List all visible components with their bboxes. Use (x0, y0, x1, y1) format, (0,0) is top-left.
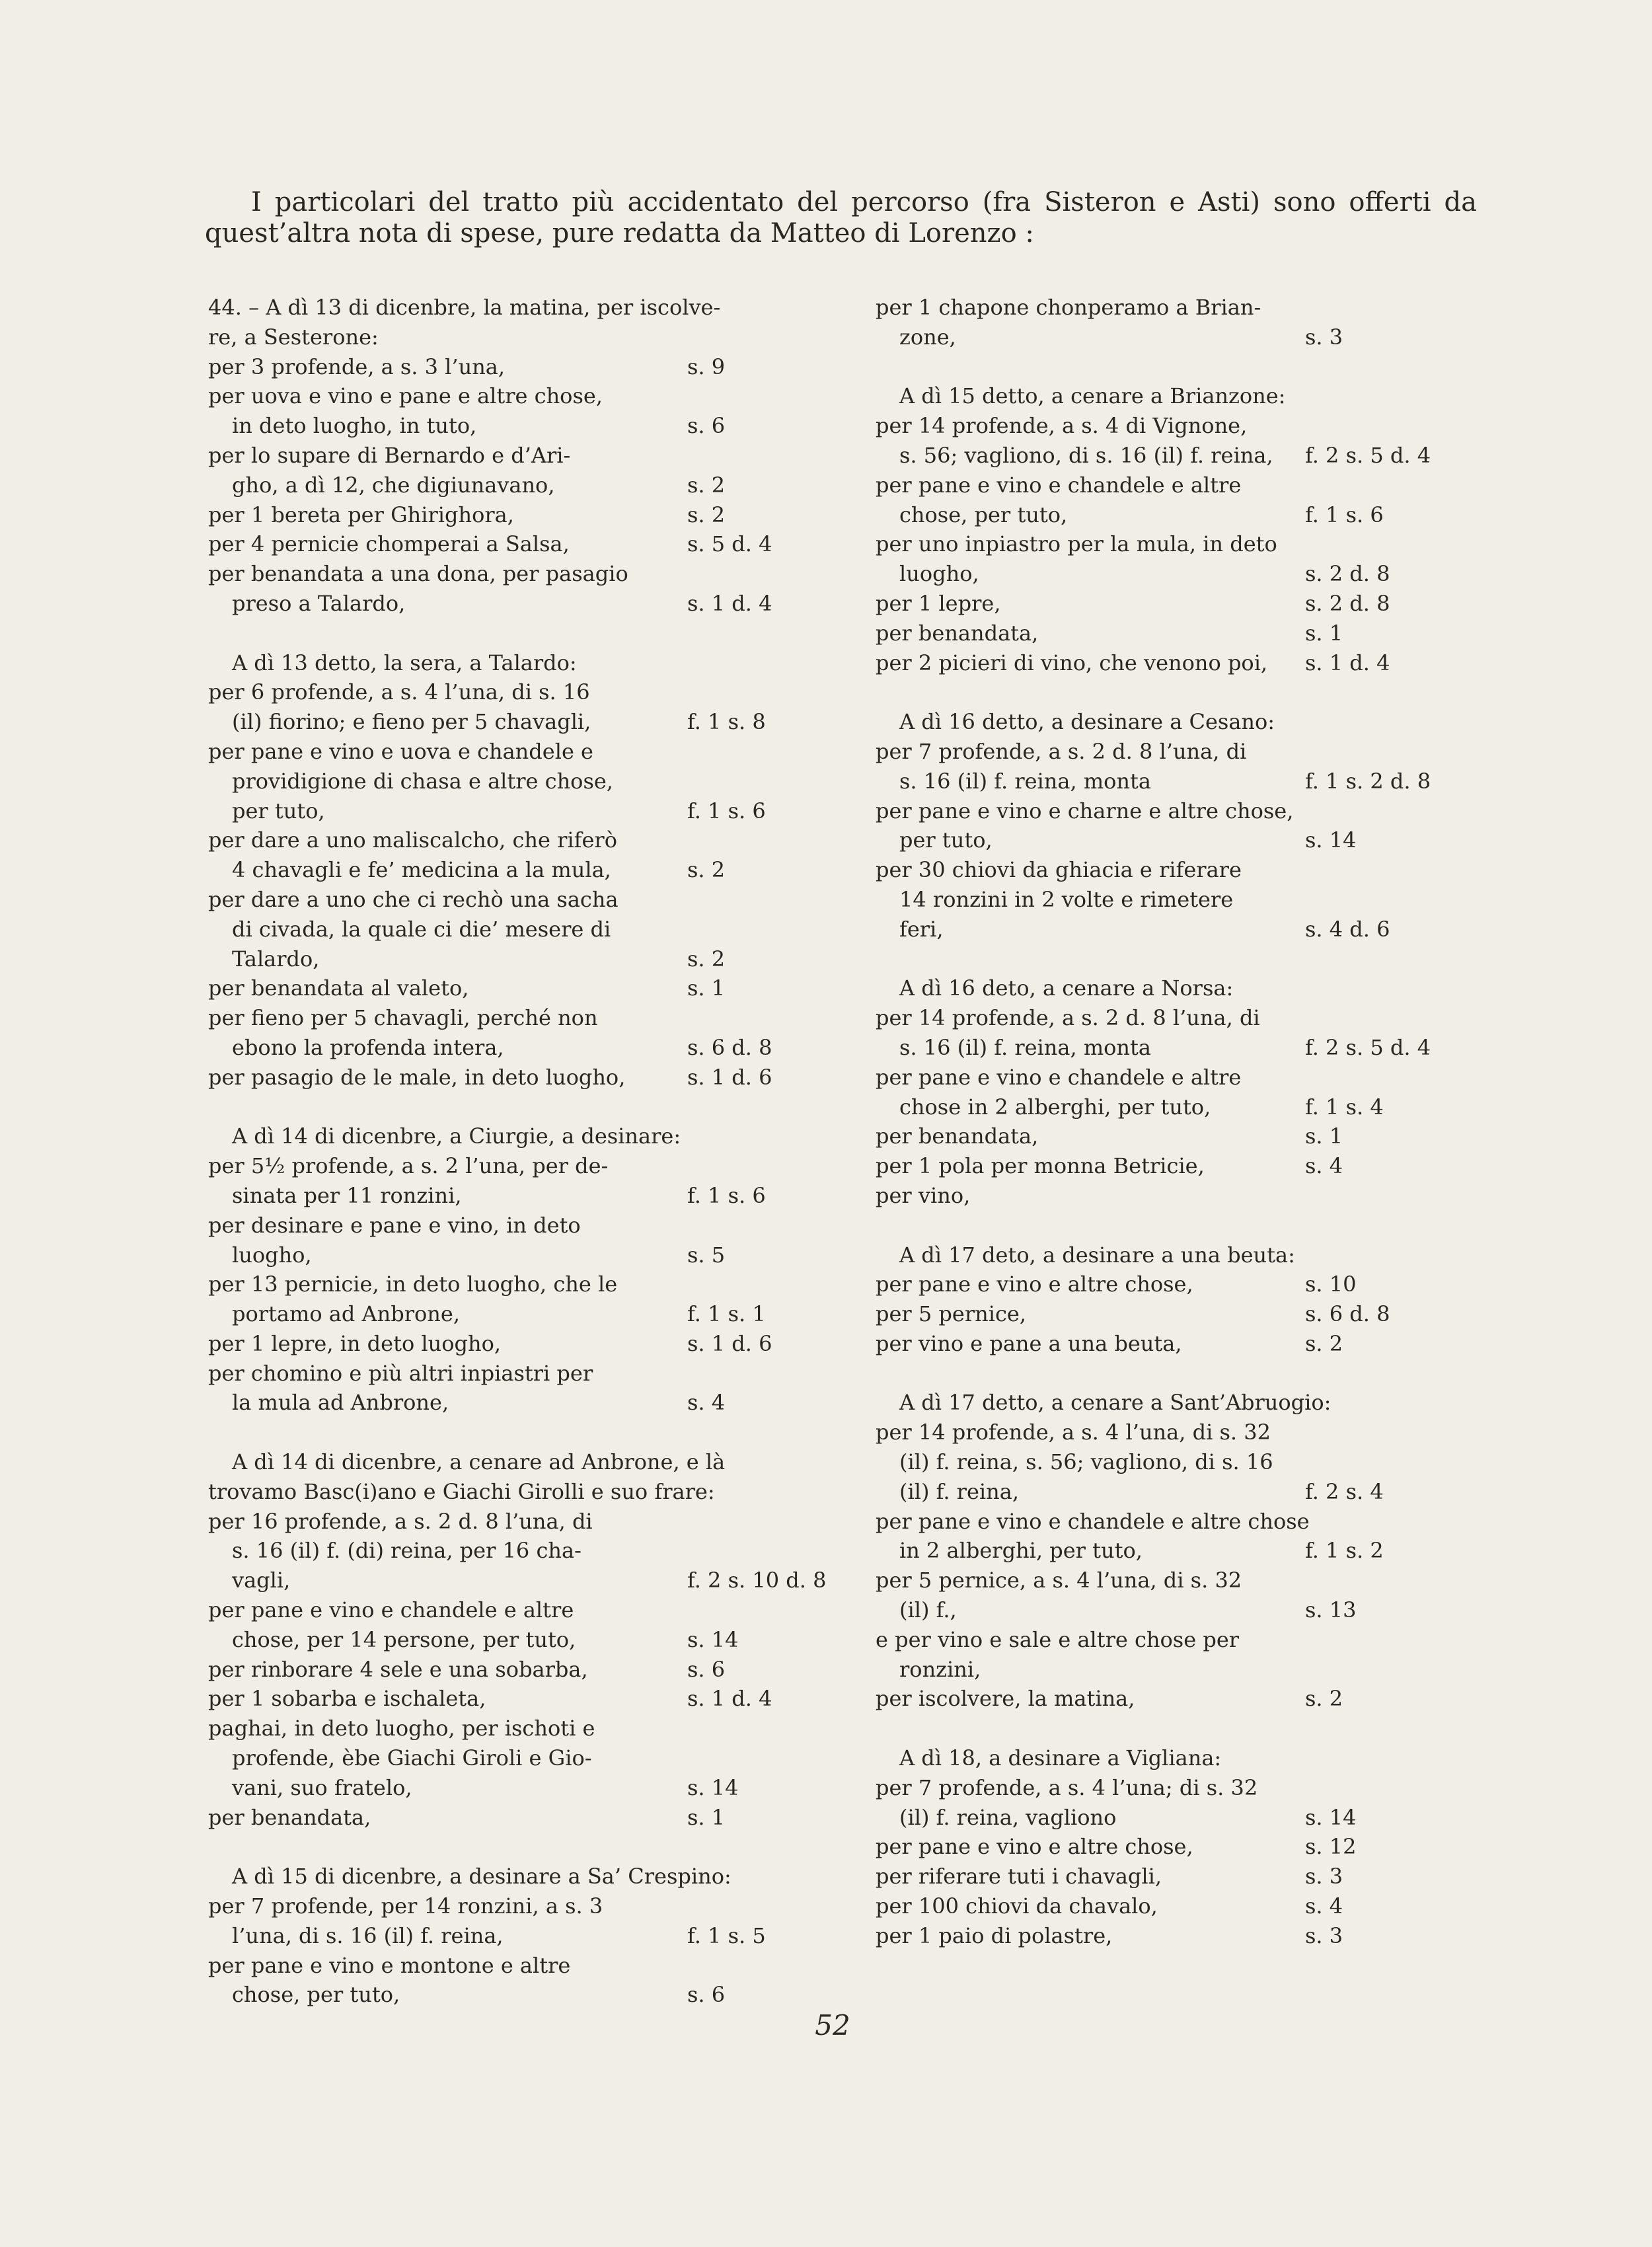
entry-line (876, 885, 1540, 915)
entry-text: per fieno per 5 chavagli, perché non (208, 1005, 598, 1031)
entry-text: per pane e vino e chandele e altre chose (876, 1508, 1310, 1534)
entry-line (876, 796, 1540, 826)
entry-line (876, 648, 1540, 678)
entry-text: (il) f. reina, s. 56; vagliono, di s. 16 (899, 1449, 1273, 1475)
entry-amount: s. 9 (687, 354, 726, 379)
entry-text: di civada, la quale ci die’ mesere di (232, 916, 611, 942)
entry-text: per 5 pernice, a s. 4 l’una, di s. 32 (876, 1568, 1242, 1593)
entry-text: per pasagio de le male, in deto luogho, (208, 1064, 626, 1090)
entry-line (876, 1270, 1540, 1299)
entry-amount: s. 2 (687, 857, 726, 883)
entry-amount: f. 2 s. 5 d. 4 (1305, 1034, 1431, 1060)
entry-amount: s. 14 (687, 1626, 739, 1652)
entry-line (208, 1536, 915, 1566)
entry-text: e per vino e sale e altre chose per (876, 1626, 1240, 1652)
entry-text: per lo supare di Bernardo e d’Ari- (208, 442, 571, 468)
entry-line (208, 1151, 915, 1181)
entry-line (876, 441, 1540, 471)
entry-line (876, 1891, 1540, 1921)
entry-line (876, 1803, 1540, 1833)
entry-line (876, 1388, 1540, 1418)
entry-text: per 14 profende, a s. 4 di Vignone, (876, 413, 1248, 439)
entry-line (876, 1655, 1540, 1685)
entry-line (876, 500, 1540, 530)
right-column (876, 293, 1540, 1951)
entry-text: per 7 profende, a s. 4 l’una; di s. 32 (876, 1774, 1258, 1800)
entry-text: per benandata, (876, 1124, 1039, 1149)
entry-amount: f. 1 s. 2 (1305, 1538, 1384, 1564)
intro-paragraph: I particolari del tratto più accidentato del percorso (fra Sisteron e Asti) sono offerti da quest’altra nota di spese, pure redatta da Matteo di Lorenzo : (205, 187, 1477, 248)
entry-line (876, 1921, 1540, 1951)
entry-amount: s. 1 d. 4 (687, 590, 772, 616)
entry-line (876, 1832, 1540, 1862)
entry-text: per desinare e pane e vino, in deto (208, 1212, 581, 1238)
entry-text: A dì 15 detto, a cenare a Brianzone: (899, 383, 1286, 409)
entry-text: luogho, (232, 1242, 312, 1268)
entry-text: s. 56; vagliono, di s. 16 (il) f. reina, (899, 442, 1273, 468)
entry-amount: s. 2 (687, 472, 726, 498)
entry-amount: s. 2 d. 8 (1305, 590, 1390, 616)
entry-line (208, 1743, 915, 1773)
entry-text: per benandata, (876, 620, 1039, 646)
entry-text: per dare a uno maliscalcho, che riferò (208, 827, 617, 853)
entry-text: 44. – A dì 13 di dicenbre, la matina, per iscolve- (208, 295, 721, 320)
entry-line (876, 1092, 1540, 1122)
entry-line (208, 1891, 915, 1921)
entry-line (208, 293, 915, 323)
spacer-line (208, 1832, 915, 1862)
entry-text: per 7 profende, a s. 2 d. 8 l’una, di (876, 738, 1247, 764)
entry-amount: s. 3 (1305, 324, 1343, 350)
entry-text: A dì 17 detto, a cenare a Sant’Abruogio: (899, 1390, 1332, 1416)
entry-text: per tuto, (232, 798, 325, 823)
entry-text: 4 chavagli e fe’ medicina a la mula, (232, 857, 611, 883)
spacer-line (208, 619, 915, 648)
entry-text: ebono la profenda intera, (232, 1034, 504, 1060)
spacer-line (208, 1092, 915, 1122)
entry-line (876, 1003, 1540, 1033)
entry-line (876, 1684, 1540, 1714)
entry-line (876, 1063, 1540, 1092)
entry-text: zone, (899, 324, 956, 350)
entry-amount: s. 6 d. 8 (1305, 1301, 1390, 1327)
entry-amount: s. 6 (687, 413, 726, 439)
entry-text: per 16 profende, a s. 2 d. 8 l’una, di (208, 1508, 593, 1534)
entry-line (208, 1803, 915, 1833)
entry-amount: s. 1 d. 6 (687, 1330, 772, 1356)
entry-text: per 5 pernice, (876, 1301, 1027, 1327)
entry-amount: s. 2 (1305, 1686, 1343, 1712)
entry-line (876, 1418, 1540, 1447)
entry-text: paghai, in deto luogho, per ischoti e (208, 1716, 595, 1741)
entry-line (876, 1625, 1540, 1655)
entry-text: per 1 chapone chonperamo a Brian- (876, 295, 1261, 320)
entry-amount: s. 6 (687, 1982, 726, 2008)
entry-text: chose, per tuto, (899, 502, 1068, 527)
entry-amount: s. 2 (1305, 1330, 1343, 1356)
entry-amount: s. 4 (1305, 1153, 1343, 1179)
entry-text: per benandata al valeto, (208, 975, 469, 1001)
entry-line (876, 1862, 1540, 1891)
entry-line (208, 471, 915, 500)
entry-text: vani, suo fratelo, (232, 1774, 412, 1800)
entry-amount: s. 1 d. 6 (687, 1064, 772, 1090)
entry-text: per pane e vino e altre chose, (876, 1272, 1193, 1297)
entry-amount: s. 1 (1305, 620, 1343, 646)
entry-line (208, 1862, 915, 1891)
entry-line (876, 323, 1540, 352)
entry-amount: f. 1 s. 8 (687, 709, 766, 735)
entry-line (208, 1329, 915, 1359)
entry-line (876, 1299, 1540, 1329)
entry-amount: f. 1 s. 5 (687, 1923, 766, 1948)
spacer-line (876, 944, 1540, 974)
entry-text: A dì 14 di dicenbre, a Ciurgie, a desinare: (232, 1124, 681, 1149)
entry-text: luogho, (899, 561, 979, 587)
entry-line (876, 1122, 1540, 1151)
entry-text: profende, èbe Giachi Giroli e Gio- (232, 1745, 592, 1771)
entry-amount: s. 3 (1305, 1923, 1343, 1948)
entry-line (208, 677, 915, 707)
entry-text: per 6 profende, a s. 4 l’una, di s. 16 (208, 679, 590, 705)
entry-line (208, 1684, 915, 1714)
spacer-line (876, 677, 1540, 707)
entry-amount: s. 12 (1305, 1834, 1357, 1860)
entry-text: per 7 profende, per 14 ronzini, a s. 3 (208, 1893, 603, 1919)
spacer-line (208, 1418, 915, 1447)
entry-text: per 1 lepre, (876, 590, 1001, 616)
entry-text: 14 ronzini in 2 volte e rimetere (899, 886, 1234, 912)
entry-text: per benandata a una dona, per pasagio (208, 561, 628, 587)
entry-amount: s. 14 (687, 1774, 739, 1800)
entry-text: in 2 alberghi, per tuto, (899, 1538, 1143, 1564)
entry-text: portamo ad Anbrone, (232, 1301, 460, 1327)
entry-amount: s. 4 d. 6 (1305, 916, 1390, 942)
entry-line (208, 973, 915, 1003)
entry-line (208, 1388, 915, 1418)
entry-text: per vino, (876, 1182, 971, 1208)
entry-line (876, 559, 1540, 589)
entry-text: la mula ad Anbrone, (232, 1390, 449, 1416)
entry-line (208, 1951, 915, 1981)
entry-text: per pane e vino e chandele e altre (876, 1064, 1242, 1090)
entry-amount: s. 2 (687, 946, 726, 971)
entry-amount: s. 1 (687, 975, 726, 1001)
entry-text: providigione di chasa e altre chose, (232, 768, 613, 794)
entry-amount: s. 2 d. 8 (1305, 561, 1390, 587)
entry-line (876, 619, 1540, 648)
entry-text: per 14 profende, a s. 2 d. 8 l’una, di (876, 1005, 1260, 1031)
entry-text: per 1 sobarba e ischaleta, (208, 1686, 486, 1712)
entry-line (208, 1063, 915, 1092)
entry-line (876, 707, 1540, 737)
entry-line (208, 1181, 915, 1211)
entry-line (208, 1714, 915, 1743)
entry-line (208, 1566, 915, 1595)
entry-text: per pane e vino e charne e altre chose, (876, 798, 1294, 823)
entry-line (876, 1773, 1540, 1803)
entry-text: per 4 pernicie chomperai a Salsa, (208, 531, 570, 557)
entry-text: per 30 chiovi da ghiacia e riferare (876, 857, 1242, 883)
entry-line (876, 1595, 1540, 1625)
entry-line (208, 1299, 915, 1329)
entry-line (208, 1447, 915, 1477)
entry-line (208, 796, 915, 826)
entry-text: re, a Sesterone: (208, 324, 379, 350)
entry-text: per 5½ profende, a s. 2 l’una, per de- (208, 1153, 609, 1179)
entry-text: per vino e pane a una beuta, (876, 1330, 1182, 1356)
entry-text: (il) fiorino; e fieno per 5 chavagli, (232, 709, 591, 735)
entry-amount: s. 1 d. 4 (1305, 650, 1390, 675)
spacer-line (876, 1211, 1540, 1240)
entry-text: per 3 profende, a s. 3 l’una, (208, 354, 506, 379)
entry-line (876, 1743, 1540, 1773)
entry-amount: s. 1 (687, 1804, 726, 1830)
entry-text: trovamo Basc(i)ano e Giachi Girolli e suo frare: (208, 1478, 715, 1504)
entry-text: per 1 bereta per Ghirighora, (208, 502, 514, 527)
entry-text: (il) f. reina, (899, 1478, 1019, 1504)
entry-line (208, 1270, 915, 1299)
entry-text: A dì 14 di dicenbre, a cenare ad Anbrone, e là (232, 1449, 726, 1475)
entry-text: A dì 16 deto, a cenare a Norsa: (899, 975, 1234, 1001)
entry-amount: s. 4 (1305, 1893, 1343, 1919)
entry-amount: f. 2 s. 10 d. 8 (687, 1568, 827, 1593)
entry-text: chose, per 14 persone, per tuto, (232, 1626, 576, 1652)
entry-line (876, 825, 1540, 855)
entry-line (208, 352, 915, 382)
entry-line (208, 1033, 915, 1063)
entry-line (876, 411, 1540, 441)
entry-line (208, 1625, 915, 1655)
entry-text: per 13 pernicie, in deto luogho, che le (208, 1272, 618, 1297)
entry-line (876, 855, 1540, 885)
entry-line (208, 381, 915, 411)
entry-line (208, 1240, 915, 1270)
entry-text: s. 16 (il) f. reina, monta (899, 768, 1151, 794)
entry-line (876, 1329, 1540, 1359)
entry-amount: s. 10 (1305, 1272, 1357, 1297)
entry-text: in deto luogho, in tuto, (232, 413, 477, 439)
entry-text: per 1 paio di polastre, (876, 1923, 1113, 1948)
entry-line (208, 1122, 915, 1151)
entry-amount: s. 13 (1305, 1597, 1357, 1623)
entry-line (208, 411, 915, 441)
entry-line (876, 471, 1540, 500)
entry-amount: f. 1 s. 6 (687, 798, 766, 823)
entry-text: per chomino e più altri inpiastri per (208, 1360, 593, 1386)
spacer-line (876, 1714, 1540, 1743)
entry-line (208, 500, 915, 530)
entry-line (876, 737, 1540, 767)
entry-line (208, 825, 915, 855)
entry-text: per benandata, (208, 1804, 371, 1830)
entry-text: (il) f. reina, vagliono (899, 1804, 1117, 1830)
entry-text: per iscolvere, la matina, (876, 1686, 1135, 1712)
entry-amount: s. 4 (687, 1390, 726, 1416)
entry-text: per riferare tuti i chavagli, (876, 1864, 1162, 1889)
entry-text: per pane e vino e uova e chandele e (208, 738, 593, 764)
entry-line (208, 915, 915, 944)
entry-line (208, 1211, 915, 1240)
entry-line (876, 1033, 1540, 1063)
entry-amount: f. 1 s. 1 (687, 1301, 766, 1327)
entry-line (208, 885, 915, 915)
entry-line (876, 1447, 1540, 1477)
entry-amount: s. 2 (687, 502, 726, 527)
entry-text: per pane e vino e chandele e altre (208, 1597, 574, 1623)
entry-text: per 1 lepre, in deto luogho, (208, 1330, 502, 1356)
entry-line (876, 381, 1540, 411)
entry-line (208, 1359, 915, 1389)
entry-text: A dì 17 deto, a desinare a una beuta: (899, 1242, 1295, 1268)
entry-text: per rinborare 4 sele e una sobarba, (208, 1656, 588, 1682)
entry-text: vagli, (232, 1568, 291, 1593)
entry-text: per 2 picieri di vino, che venono poi, (876, 650, 1268, 675)
entry-amount: s. 6 (687, 1656, 726, 1682)
entry-line (208, 441, 915, 471)
entry-text: per pane e vino e montone e altre (208, 1952, 571, 1978)
entry-text: A dì 16 detto, a desinare a Cesano: (899, 709, 1275, 735)
entry-amount: s. 14 (1305, 827, 1357, 853)
entry-text: per dare a uno che ci rechò una sacha (208, 886, 619, 912)
entry-line (208, 1595, 915, 1625)
entry-text: s. 16 (il) f. (di) reina, per 16 cha- (232, 1538, 582, 1564)
entry-amount: s. 6 d. 8 (687, 1034, 772, 1060)
entry-text: per uova e vino e pane e altre chose, (208, 383, 603, 409)
entry-text: per pane e vino e chandele e altre (876, 472, 1242, 498)
entry-line (208, 559, 915, 589)
entry-amount: f. 1 s. 6 (1305, 502, 1384, 527)
entry-line (208, 1921, 915, 1951)
entry-amount: f. 1 s. 2 d. 8 (1305, 768, 1431, 794)
entry-line (208, 529, 915, 559)
entry-line (208, 1655, 915, 1685)
spacer-line (876, 352, 1540, 382)
entry-text: per 14 profende, a s. 4 l’una, di s. 32 (876, 1420, 1271, 1445)
entry-amount: s. 1 d. 4 (687, 1686, 772, 1712)
entry-text: ronzini, (899, 1656, 981, 1682)
left-column (208, 293, 915, 2010)
entry-line (876, 1240, 1540, 1270)
entry-amount: s. 5 d. 4 (687, 531, 772, 557)
entry-line (876, 529, 1540, 559)
entry-amount: s. 5 (687, 1242, 726, 1268)
entry-text: A dì 18, a desinare a Vigliana: (899, 1745, 1222, 1771)
spacer-line (876, 1359, 1540, 1389)
entry-amount: s. 14 (1305, 1804, 1357, 1830)
entry-text: s. 16 (il) f. reina, monta (899, 1034, 1151, 1060)
entry-text: A dì 13 detto, la sera, a Talardo: (232, 650, 577, 675)
entry-line (876, 1566, 1540, 1595)
entry-line (876, 1536, 1540, 1566)
entry-text: chose, per tuto, (232, 1982, 400, 2008)
entry-line (876, 1477, 1540, 1507)
entry-line (208, 1507, 915, 1537)
entry-line (208, 855, 915, 885)
entry-text: Talardo, (232, 946, 320, 971)
entry-line (208, 323, 915, 352)
entry-text: l’una, di s. 16 (il) f. reina, (232, 1923, 504, 1948)
entry-line (208, 1477, 915, 1507)
page-number: 52 (815, 2009, 850, 2041)
entry-line (208, 1980, 915, 2010)
entry-amount: f. 1 s. 4 (1305, 1094, 1384, 1120)
entry-text: per tuto, (899, 827, 993, 853)
entry-line (208, 767, 915, 796)
entry-text: gho, a dì 12, che digiunavano, (232, 472, 555, 498)
entry-line (876, 1151, 1540, 1181)
entry-amount: f. 2 s. 4 (1305, 1478, 1384, 1504)
entry-line (876, 1181, 1540, 1211)
entry-line (876, 1507, 1540, 1537)
entry-text: preso a Talardo, (232, 590, 406, 616)
entry-amount: f. 1 s. 6 (687, 1182, 766, 1208)
entry-line (876, 915, 1540, 944)
entry-text: sinata per 11 ronzini, (232, 1182, 462, 1208)
entry-text: feri, (899, 916, 944, 942)
entry-text: per uno inpiastro per la mula, in deto (876, 531, 1277, 557)
entry-line (208, 589, 915, 619)
entry-line (208, 1003, 915, 1033)
entry-line (876, 293, 1540, 323)
entry-amount: s. 1 (1305, 1124, 1343, 1149)
entry-text: chose in 2 alberghi, per tuto, (899, 1094, 1211, 1120)
entry-amount: s. 3 (1305, 1864, 1343, 1889)
entry-text: A dì 15 di dicenbre, a desinare a Sa’ Crespino: (232, 1864, 732, 1889)
entry-line (876, 767, 1540, 796)
entry-text: per 1 pola per monna Betricie, (876, 1153, 1205, 1179)
entry-amount: f. 2 s. 5 d. 4 (1305, 442, 1431, 468)
entry-line (208, 737, 915, 767)
entry-text: (il) f., (899, 1597, 957, 1623)
entry-line (208, 1773, 915, 1803)
entry-line (876, 589, 1540, 619)
entry-line (208, 648, 915, 678)
entry-line (208, 944, 915, 974)
entry-text: per 100 chiovi da chavalo, (876, 1893, 1158, 1919)
entry-line (208, 707, 915, 737)
entry-line (876, 973, 1540, 1003)
entry-text: per pane e vino e altre chose, (876, 1834, 1193, 1860)
